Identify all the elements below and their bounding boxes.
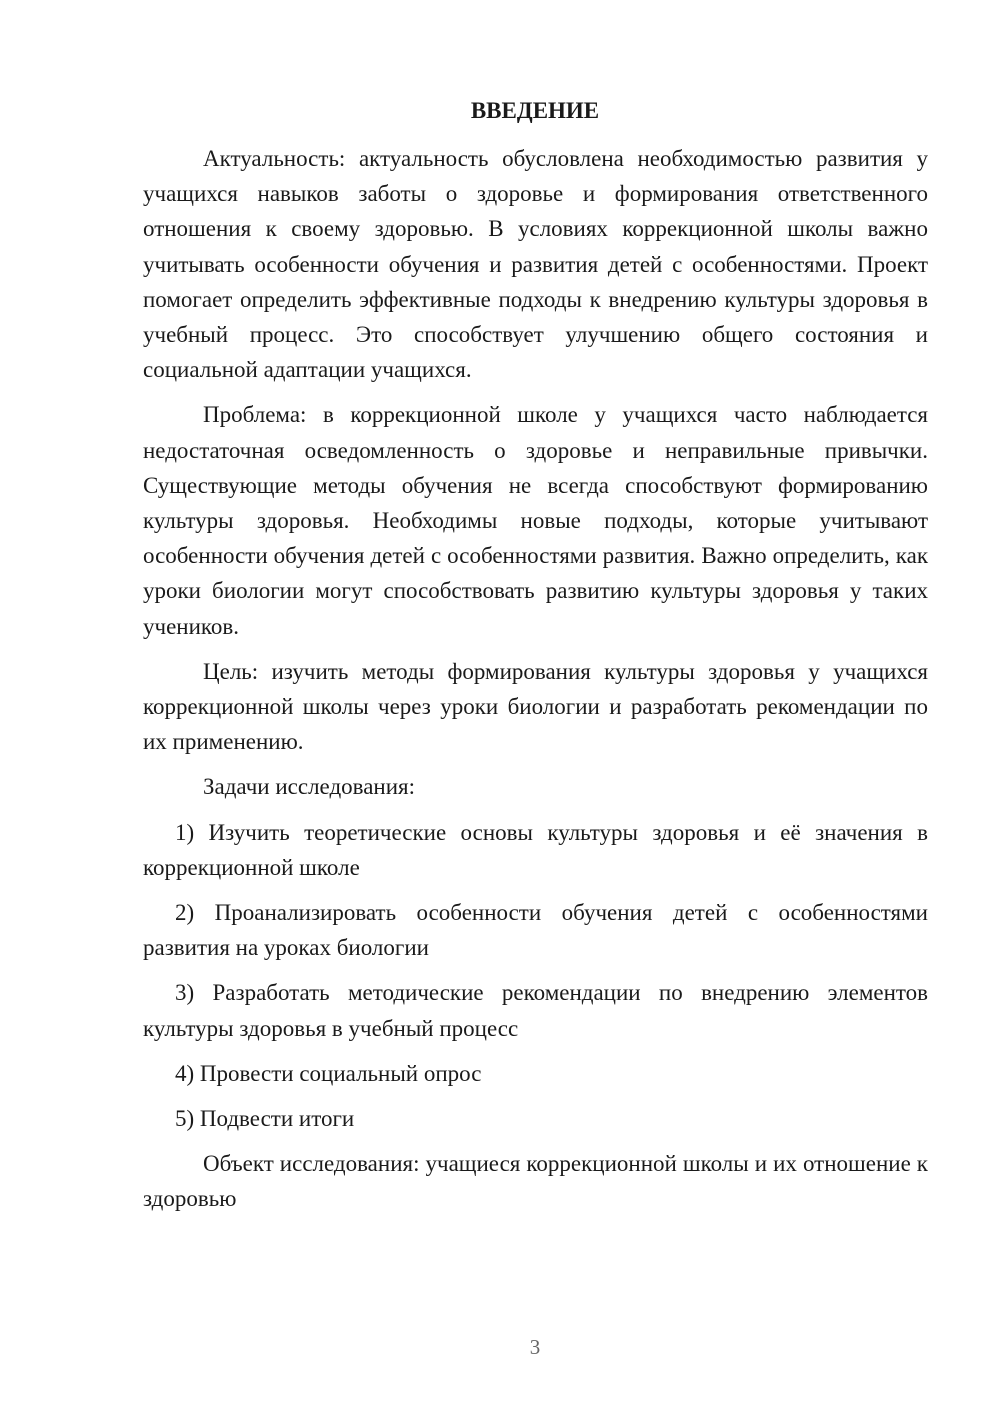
paragraph-object: Объект исследования: учащиеся коррекционной школы и их отношение к здоровью bbox=[143, 1151, 928, 1212]
task-item-1: 1) Изучить теоретические основы культуры здоровья и её значения в коррекционной школе bbox=[143, 819, 928, 880]
document-body bbox=[143, 141, 928, 1217]
tasks-heading: Задачи исследования: bbox=[203, 774, 416, 800]
task-item-5: 5) Подвести итоги bbox=[175, 1106, 355, 1132]
section-title: ВВЕДЕНИЕ bbox=[470, 98, 600, 123]
paragraph-goal: Цель: изучить методы формирования культуры здоровья у учащихся коррекционной школы через уроки биологии и разработать рекомендации по их применению. bbox=[143, 658, 928, 755]
task-item-2: 2) Проанализировать особенности обучения детей с особенностями развития на уроках биологии bbox=[143, 900, 928, 961]
paragraph-relevance: Актуальность: актуальность обусловлена необходимостью развития у учащихся навыков заботы о здоровье и формирования ответственного отношения к своему здоровью. В условиях коррекционной школы важно учитывать особенности обучения и развития детей с особенностями. Проект помогает определить эффективные подходы к внедрению культуры здоровья в учебный процесс. Это способствует улучшению общего состояния и социальной адаптации учащихся. bbox=[143, 146, 928, 383]
page-number: 3 bbox=[529, 1335, 541, 1359]
paragraph-problem: Проблема: в коррекционной школе у учащихся часто наблюдается недостаточная осведомленность о здоровье и неправильные привычки. Существующие методы обучения не всегда способствуют формированию культуры здоровья. Необходимы новые подходы, которые учитывают особенности обучения детей с особенностями развития. Важно определить, как уроки биологии могут способствовать развитию культуры здоровья у таких учеников. bbox=[143, 402, 928, 639]
task-item-4: 4) Провести социальный опрос bbox=[175, 1060, 482, 1086]
task-item-3: 3) Разработать методические рекомендации по внедрению элементов культуры здоровья в учебный процесс bbox=[143, 980, 928, 1041]
